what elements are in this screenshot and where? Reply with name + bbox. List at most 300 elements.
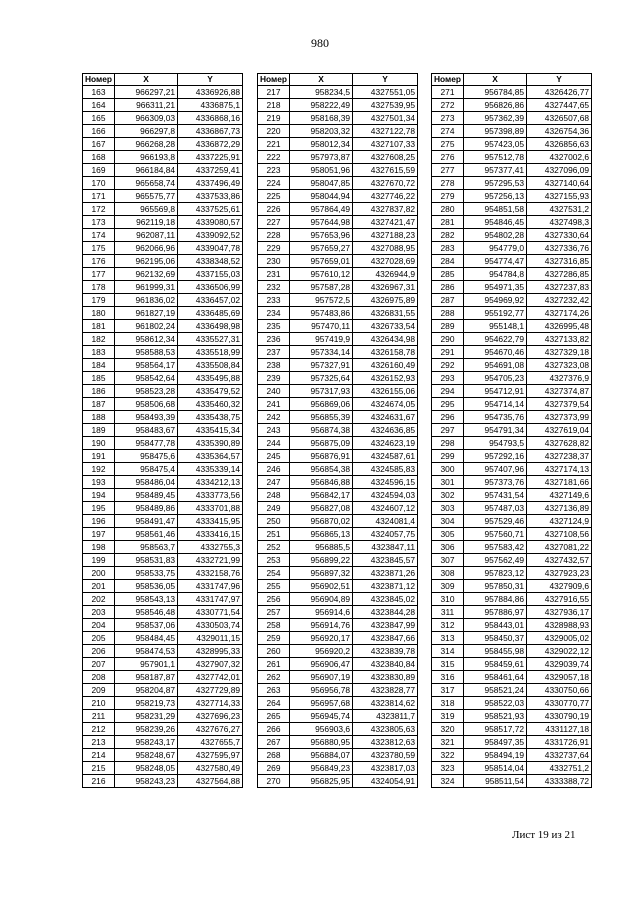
table-row <box>258 138 418 151</box>
cell-x: 957560,71 <box>464 528 527 541</box>
cell-x: 958563,7 <box>115 541 178 554</box>
cell-number: 231 <box>258 268 290 281</box>
cell-number: 176 <box>83 255 115 268</box>
table-row <box>432 385 592 398</box>
cell-y: 4327237,83 <box>527 281 592 294</box>
cell-number: 188 <box>83 411 115 424</box>
cell-x: 957256,13 <box>464 190 527 203</box>
table-row <box>432 281 592 294</box>
cell-number: 283 <box>432 242 464 255</box>
table-row <box>432 502 592 515</box>
cell-y: 4327655,7 <box>178 736 243 749</box>
cell-number: 322 <box>432 749 464 762</box>
cell-number: 320 <box>432 723 464 736</box>
table-row <box>258 307 418 320</box>
cell-y: 4337225,91 <box>178 151 243 164</box>
table-row <box>83 437 243 450</box>
cell-y: 4327330,64 <box>527 229 592 242</box>
cell-number: 211 <box>83 710 115 723</box>
table-row <box>83 112 243 125</box>
cell-y: 4337525,61 <box>178 203 243 216</box>
table-row <box>83 723 243 736</box>
cell-number: 238 <box>258 359 290 372</box>
table-row <box>258 671 418 684</box>
cell-x: 956876,91 <box>290 450 353 463</box>
cell-number: 281 <box>432 216 464 229</box>
cell-x: 958542,64 <box>115 372 178 385</box>
cell-x: 956875,09 <box>290 437 353 450</box>
table-row <box>432 450 592 463</box>
cell-y: 4327238,37 <box>527 450 592 463</box>
cell-number: 272 <box>432 99 464 112</box>
table-row <box>83 164 243 177</box>
table-row <box>432 632 592 645</box>
cell-y: 4323839,78 <box>353 645 418 658</box>
cell-x: 966184,84 <box>115 164 178 177</box>
cell-x: 956854,38 <box>290 463 353 476</box>
cell-number: 210 <box>83 697 115 710</box>
table-row <box>432 749 592 762</box>
cell-number: 232 <box>258 281 290 294</box>
cell-y: 4323845,57 <box>353 554 418 567</box>
cell-number: 228 <box>258 229 290 242</box>
cell-y: 4335527,31 <box>178 333 243 346</box>
cell-number: 234 <box>258 307 290 320</box>
cell-y: 4323812,63 <box>353 736 418 749</box>
cell-y: 4327907,32 <box>178 658 243 671</box>
cell-y: 4327608,25 <box>353 151 418 164</box>
cell-y: 4330750,66 <box>527 684 592 697</box>
cell-x: 954670,46 <box>464 346 527 359</box>
table-row <box>432 476 592 489</box>
table-row <box>83 177 243 190</box>
cell-number: 168 <box>83 151 115 164</box>
cell-y: 4327133,82 <box>527 333 592 346</box>
cell-x: 958484,45 <box>115 632 178 645</box>
table-row <box>258 749 418 762</box>
cell-x: 956842,17 <box>290 489 353 502</box>
table-row <box>83 554 243 567</box>
table-row <box>258 372 418 385</box>
column-header-x: X <box>290 74 353 86</box>
cell-number: 248 <box>258 489 290 502</box>
cell-y: 4324636,85 <box>353 424 418 437</box>
cell-x: 954735,76 <box>464 411 527 424</box>
cell-number: 200 <box>83 567 115 580</box>
cell-y: 4327531,2 <box>527 203 592 216</box>
table-row <box>83 463 243 476</box>
cell-number: 192 <box>83 463 115 476</box>
cell-x: 958543,13 <box>115 593 178 606</box>
cell-y: 4326975,89 <box>353 294 418 307</box>
table-row <box>83 606 243 619</box>
cell-x: 957529,46 <box>464 515 527 528</box>
cell-y: 4327696,23 <box>178 710 243 723</box>
cell-number: 252 <box>258 541 290 554</box>
cell-x: 954691,08 <box>464 359 527 372</box>
cell-y: 4326967,31 <box>353 281 418 294</box>
cell-number: 171 <box>83 190 115 203</box>
cell-y: 4327580,49 <box>178 762 243 775</box>
cell-number: 292 <box>432 359 464 372</box>
cell-y: 4336926,88 <box>178 86 243 99</box>
cell-x: 957325,64 <box>290 372 353 385</box>
cell-number: 259 <box>258 632 290 645</box>
table-row <box>83 684 243 697</box>
cell-x: 954705,23 <box>464 372 527 385</box>
cell-x: 958522,03 <box>464 697 527 710</box>
cell-number: 265 <box>258 710 290 723</box>
cell-y: 4327837,82 <box>353 203 418 216</box>
cell-number: 278 <box>432 177 464 190</box>
cell-number: 311 <box>432 606 464 619</box>
cell-number: 227 <box>258 216 290 229</box>
cell-x: 957562,49 <box>464 554 527 567</box>
cell-x: 957572,5 <box>290 294 353 307</box>
table-row <box>258 645 418 658</box>
cell-number: 247 <box>258 476 290 489</box>
cell-y: 4323811,7 <box>353 710 418 723</box>
cell-y: 4327676,27 <box>178 723 243 736</box>
cell-y: 4324623,19 <box>353 437 418 450</box>
cell-number: 182 <box>83 333 115 346</box>
cell-number: 276 <box>432 151 464 164</box>
cell-x: 957884,86 <box>464 593 527 606</box>
cell-x: 957587,28 <box>290 281 353 294</box>
cell-number: 277 <box>432 164 464 177</box>
table-row <box>432 177 592 190</box>
cell-x: 956899,22 <box>290 554 353 567</box>
cell-number: 196 <box>83 515 115 528</box>
cell-x: 957373,76 <box>464 476 527 489</box>
cell-y: 4327421,47 <box>353 216 418 229</box>
table-row <box>83 398 243 411</box>
table-row <box>258 502 418 515</box>
cell-x: 958243,23 <box>115 775 178 788</box>
cell-x: 956884,07 <box>290 749 353 762</box>
table-row <box>432 437 592 450</box>
cell-x: 958483,67 <box>115 424 178 437</box>
cell-y: 4337496,49 <box>178 177 243 190</box>
cell-y: 4329039,74 <box>527 658 592 671</box>
cell-x: 958474,53 <box>115 645 178 658</box>
cell-y: 4335460,32 <box>178 398 243 411</box>
table-row <box>432 112 592 125</box>
cell-y: 4327916,55 <box>527 593 592 606</box>
table-row <box>83 307 243 320</box>
cell-x: 954793,5 <box>464 437 527 450</box>
table-row <box>83 580 243 593</box>
table-row <box>258 710 418 723</box>
table-row <box>432 203 592 216</box>
cell-x: 958491,47 <box>115 515 178 528</box>
cell-x: 957317,93 <box>290 385 353 398</box>
cell-x: 962132,69 <box>115 268 178 281</box>
table-row <box>432 775 592 788</box>
table-row <box>83 593 243 606</box>
cell-number: 184 <box>83 359 115 372</box>
cell-x: 957850,31 <box>464 580 527 593</box>
cell-x: 961999,31 <box>115 281 178 294</box>
cell-y: 4327909,6 <box>527 580 592 593</box>
cell-y: 4332158,76 <box>178 567 243 580</box>
cell-x: 957327,91 <box>290 359 353 372</box>
cell-number: 297 <box>432 424 464 437</box>
cell-x: 958203,32 <box>290 125 353 138</box>
cell-x: 956957,68 <box>290 697 353 710</box>
cell-y: 4332755,3 <box>178 541 243 554</box>
table-row <box>258 320 418 333</box>
cell-x: 954784,8 <box>464 268 527 281</box>
cell-number: 314 <box>432 645 464 658</box>
cell-number: 174 <box>83 229 115 242</box>
table-row <box>83 645 243 658</box>
cell-x: 958450,37 <box>464 632 527 645</box>
cell-number: 249 <box>258 502 290 515</box>
cell-y: 4327149,6 <box>527 489 592 502</box>
cell-y: 4336868,16 <box>178 112 243 125</box>
cell-x: 958494,19 <box>464 749 527 762</box>
page-number: 980 <box>311 36 329 50</box>
cell-y: 4326944,9 <box>353 268 418 281</box>
cell-y: 4327746,22 <box>353 190 418 203</box>
table-row <box>83 151 243 164</box>
cell-number: 319 <box>432 710 464 723</box>
cell-y: 4327136,89 <box>527 502 592 515</box>
table-row <box>432 372 592 385</box>
cell-y: 4331127,18 <box>527 723 592 736</box>
cell-x: 958521,93 <box>464 710 527 723</box>
cell-y: 4327379,54 <box>527 398 592 411</box>
cell-number: 229 <box>258 242 290 255</box>
cell-y: 4327188,23 <box>353 229 418 242</box>
cell-number: 246 <box>258 463 290 476</box>
cell-y: 4327729,89 <box>178 684 243 697</box>
cell-number: 268 <box>258 749 290 762</box>
cell-number: 263 <box>258 684 290 697</box>
cell-number: 279 <box>432 190 464 203</box>
table-row <box>83 619 243 632</box>
cell-y: 4330771,54 <box>178 606 243 619</box>
table-row <box>258 697 418 710</box>
cell-y: 4337259,41 <box>178 164 243 177</box>
cell-number: 267 <box>258 736 290 749</box>
cell-y: 4336506,99 <box>178 281 243 294</box>
cell-number: 307 <box>432 554 464 567</box>
cell-number: 298 <box>432 437 464 450</box>
table-row <box>258 190 418 203</box>
cell-number: 206 <box>83 645 115 658</box>
cell-number: 282 <box>432 229 464 242</box>
cell-y: 4335508,84 <box>178 359 243 372</box>
cell-y: 4327628,82 <box>527 437 592 450</box>
table-row <box>432 164 592 177</box>
cell-y: 4323805,63 <box>353 723 418 736</box>
cell-number: 169 <box>83 164 115 177</box>
cell-x: 958486,04 <box>115 476 178 489</box>
cell-y: 4330770,77 <box>527 697 592 710</box>
cell-y: 4326507,68 <box>527 112 592 125</box>
cell-number: 193 <box>83 476 115 489</box>
cell-x: 956865,13 <box>290 528 353 541</box>
table-row <box>258 541 418 554</box>
cell-y: 4327108,56 <box>527 528 592 541</box>
cell-y: 4332751,2 <box>527 762 592 775</box>
cell-number: 164 <box>83 99 115 112</box>
cell-number: 239 <box>258 372 290 385</box>
table-row <box>258 567 418 580</box>
cell-number: 194 <box>83 489 115 502</box>
cell-y: 4333388,72 <box>527 775 592 788</box>
cell-x: 962195,06 <box>115 255 178 268</box>
cell-y: 4339092,52 <box>178 229 243 242</box>
table-row <box>432 606 592 619</box>
table-row <box>432 268 592 281</box>
cell-y: 4333701,88 <box>178 502 243 515</box>
cell-number: 266 <box>258 723 290 736</box>
cell-y: 4327498,3 <box>527 216 592 229</box>
cell-y: 4336485,69 <box>178 307 243 320</box>
table-row <box>83 385 243 398</box>
cell-x: 958561,46 <box>115 528 178 541</box>
cell-x: 962119,18 <box>115 216 178 229</box>
cell-x: 958219,73 <box>115 697 178 710</box>
coordinates-table-3 <box>431 73 592 788</box>
cell-y: 4324594,03 <box>353 489 418 502</box>
table-row <box>83 710 243 723</box>
cell-number: 255 <box>258 580 290 593</box>
column-header-y: Y <box>178 74 243 86</box>
cell-number: 273 <box>432 112 464 125</box>
cell-y: 4327539,95 <box>353 99 418 112</box>
column-header-number: Номер <box>258 74 290 86</box>
cell-x: 954712,91 <box>464 385 527 398</box>
cell-number: 310 <box>432 593 464 606</box>
cell-x: 957901,1 <box>115 658 178 671</box>
cell-number: 290 <box>432 333 464 346</box>
table-row <box>432 138 592 151</box>
cell-number: 264 <box>258 697 290 710</box>
table-row <box>432 398 592 411</box>
table-row <box>83 229 243 242</box>
cell-y: 4336875,1 <box>178 99 243 112</box>
cell-x: 957292,16 <box>464 450 527 463</box>
cell-x: 956914,76 <box>290 619 353 632</box>
table-row <box>432 125 592 138</box>
cell-number: 177 <box>83 268 115 281</box>
cell-number: 226 <box>258 203 290 216</box>
cell-x: 958588,53 <box>115 346 178 359</box>
cell-x: 957864,49 <box>290 203 353 216</box>
cell-y: 4324607,12 <box>353 502 418 515</box>
cell-x: 954714,14 <box>464 398 527 411</box>
cell-x: 956903,6 <box>290 723 353 736</box>
table-row <box>432 619 592 632</box>
cell-y: 4323780,59 <box>353 749 418 762</box>
cell-y: 4336867,73 <box>178 125 243 138</box>
cell-y: 4335495,88 <box>178 372 243 385</box>
cell-y: 4336872,29 <box>178 138 243 151</box>
cell-number: 205 <box>83 632 115 645</box>
cell-number: 198 <box>83 541 115 554</box>
cell-x: 958489,45 <box>115 489 178 502</box>
cell-y: 4326995,48 <box>527 320 592 333</box>
cell-y: 4323814,62 <box>353 697 418 710</box>
cell-number: 209 <box>83 684 115 697</box>
table-row <box>258 216 418 229</box>
cell-number: 233 <box>258 294 290 307</box>
cell-y: 4324081,4 <box>353 515 418 528</box>
table-row <box>258 424 418 437</box>
cell-number: 294 <box>432 385 464 398</box>
cell-x: 966297,21 <box>115 86 178 99</box>
table-row <box>432 593 592 606</box>
cell-x: 958523,28 <box>115 385 178 398</box>
cell-x: 962087,11 <box>115 229 178 242</box>
cell-x: 957398,89 <box>464 125 527 138</box>
cell-x: 958477,78 <box>115 437 178 450</box>
table-row <box>258 723 418 736</box>
table-row <box>258 554 418 567</box>
cell-y: 4337155,03 <box>178 268 243 281</box>
cell-x: 956945,74 <box>290 710 353 723</box>
cell-x: 957483,86 <box>290 307 353 320</box>
cell-x: 956874,38 <box>290 424 353 437</box>
cell-x: 962066,96 <box>115 242 178 255</box>
cell-x: 956906,47 <box>290 658 353 671</box>
cell-y: 4331726,91 <box>527 736 592 749</box>
cell-number: 316 <box>432 671 464 684</box>
cell-x: 956827,08 <box>290 502 353 515</box>
cell-x: 958493,39 <box>115 411 178 424</box>
table-row <box>258 346 418 359</box>
cell-x: 957644,98 <box>290 216 353 229</box>
table-row <box>432 697 592 710</box>
cell-x: 958222,49 <box>290 99 353 112</box>
cell-x: 966297,8 <box>115 125 178 138</box>
cell-x: 966193,8 <box>115 151 178 164</box>
cell-x: 956956,78 <box>290 684 353 697</box>
table-row <box>432 528 592 541</box>
cell-x: 956855,39 <box>290 411 353 424</box>
table-row <box>83 281 243 294</box>
cell-y: 4323844,28 <box>353 606 418 619</box>
cell-x: 958248,67 <box>115 749 178 762</box>
cell-number: 235 <box>258 320 290 333</box>
table-row <box>432 229 592 242</box>
table-row <box>432 463 592 476</box>
cell-number: 271 <box>432 86 464 99</box>
cell-y: 4332721,99 <box>178 554 243 567</box>
cell-x: 961827,19 <box>115 307 178 320</box>
table-row <box>432 658 592 671</box>
table-row <box>258 333 418 346</box>
table-row <box>258 164 418 177</box>
cell-number: 181 <box>83 320 115 333</box>
cell-number: 217 <box>258 86 290 99</box>
cell-number: 202 <box>83 593 115 606</box>
cell-x: 957362,39 <box>464 112 527 125</box>
table-row <box>83 86 243 99</box>
column-header-y: Y <box>527 74 592 86</box>
cell-y: 4339080,57 <box>178 216 243 229</box>
cell-y: 4335518,99 <box>178 346 243 359</box>
cell-x: 957334,14 <box>290 346 353 359</box>
cell-number: 219 <box>258 112 290 125</box>
cell-x: 954971,35 <box>464 281 527 294</box>
table-row <box>258 632 418 645</box>
table-row <box>432 541 592 554</box>
